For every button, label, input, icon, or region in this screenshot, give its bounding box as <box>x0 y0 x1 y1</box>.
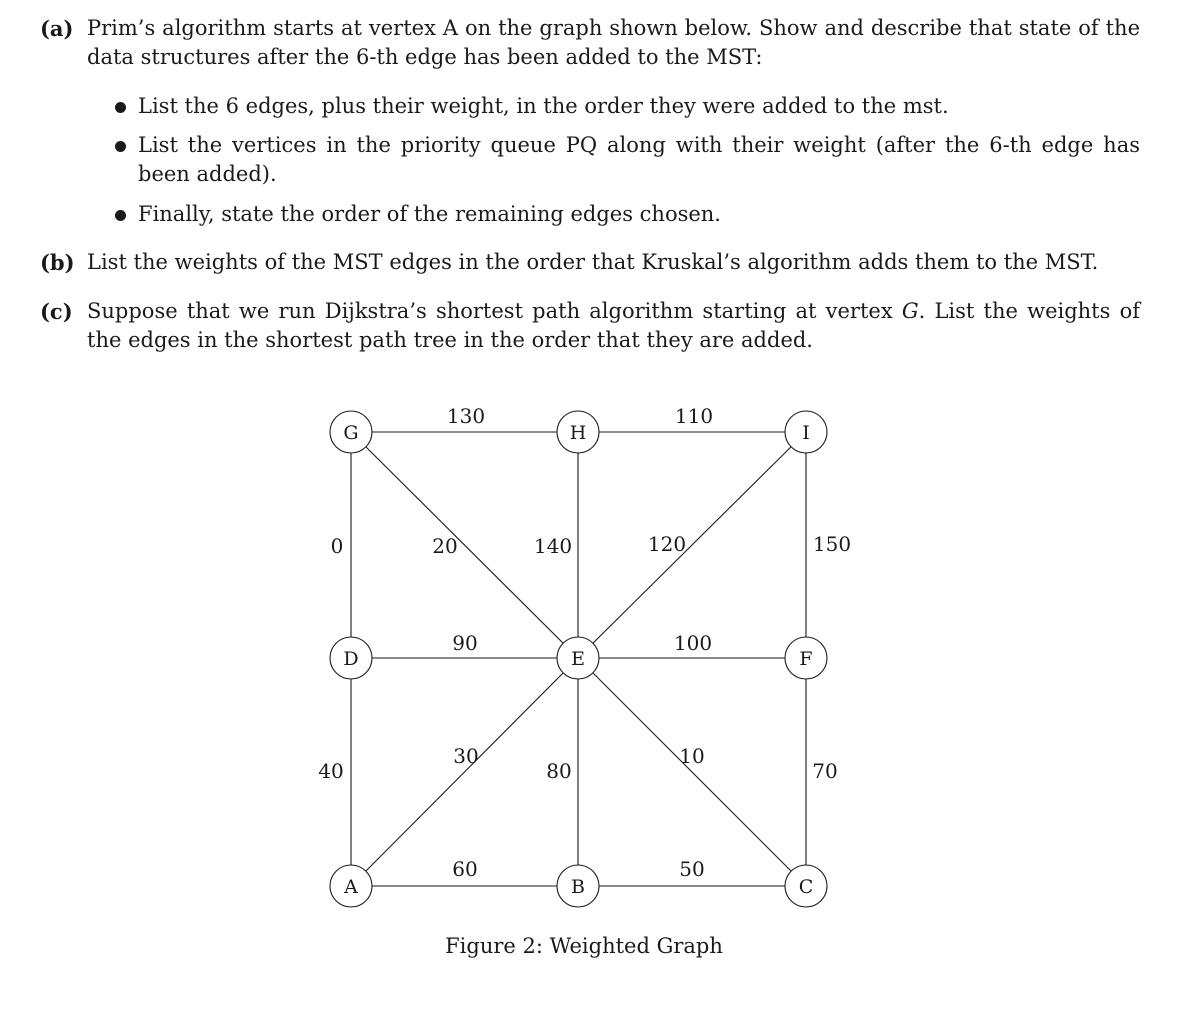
edge-weight-label: 130 <box>446 404 486 428</box>
vertex-h <box>557 411 599 453</box>
vertex-label: D <box>343 648 359 670</box>
vertex-label: C <box>798 876 814 898</box>
edge-weight-label: 150 <box>812 532 852 556</box>
edge-weight-label: 90 <box>452 631 478 655</box>
vertex-i <box>785 411 827 453</box>
bullet-text: Finally, state the order of the remaining edges chosen. <box>138 202 721 226</box>
vertex-label: A <box>344 876 358 898</box>
edge-weight-label: 20 <box>432 534 458 558</box>
question-c-text-before: Suppose that we run Dijkstra’s shortest path algorithm starting at vertex <box>87 299 902 323</box>
edge-weight-label: 70 <box>812 759 838 783</box>
vertex-a <box>330 865 372 907</box>
edge-weight-label: 40 <box>318 759 344 783</box>
vertex-label: I <box>802 422 810 444</box>
vertex-label: B <box>571 876 585 898</box>
edge-weight-label: 100 <box>673 631 713 655</box>
figure-caption: Figure 2: Weighted Graph <box>445 934 723 958</box>
vertex-d <box>330 637 372 679</box>
edge-e-c <box>578 658 806 886</box>
vertex-b <box>557 865 599 907</box>
edge-weight-label: 120 <box>647 532 687 556</box>
vertex-f <box>785 637 827 679</box>
vertex-label: G <box>343 422 359 444</box>
edge-a-e <box>351 658 578 886</box>
vertex-label: H <box>569 422 587 444</box>
edge-weight-label: 0 <box>330 534 344 558</box>
question-b-label: (b) <box>40 250 75 275</box>
edge-weight-label: 140 <box>533 534 573 558</box>
question-a-text: Prim’s algorithm starts at vertex A on the graph shown below. Show and describe that state of the data structures after the 6-th edge has been added to the MST: <box>87 16 1140 69</box>
vertex-e <box>557 637 599 679</box>
question-c-vertex: G <box>901 299 919 323</box>
vertex-g <box>330 411 372 453</box>
bullet-text: List the vertices in the priority queue PQ along with their weight (after the 6-th edge has been added). <box>138 133 1140 186</box>
vertex-c <box>785 865 827 907</box>
question-c-text-after: . List the weights of the edges in the shortest path tree in the order that they are added. <box>87 299 1140 352</box>
vertex-label: F <box>799 648 813 670</box>
edge-weight-label: 110 <box>674 404 714 428</box>
edge-weight-label: 80 <box>546 759 572 783</box>
edge-weight-label: 30 <box>453 744 479 768</box>
edge-i-e <box>578 432 806 658</box>
edge-weight-label: 50 <box>679 857 705 881</box>
question-c-label: (c) <box>40 299 73 324</box>
edge-weight-label: 10 <box>679 744 705 768</box>
vertex-label: E <box>571 648 585 670</box>
bullet-text: List the 6 edges, plus their weight, in the order they were added to the mst. <box>138 94 949 118</box>
question-b-text: List the weights of the MST edges in the order that Kruskal’s algorithm adds them to the MST. <box>87 250 1099 274</box>
question-a-label: (a) <box>40 16 74 41</box>
edge-weight-label: 60 <box>452 857 478 881</box>
